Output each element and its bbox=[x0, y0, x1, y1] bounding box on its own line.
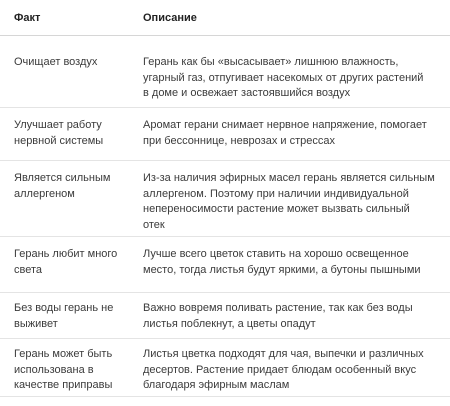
row-description: Листья цветка подходят для чая, выпечки и различных десертов. Растение придает блюдам особенный вкус благодаря эфирным маслам bbox=[143, 348, 424, 391]
row-description: Из-за наличия эфирных масел герань является сильным аллергеном. Поэтому при наличии индивидуальной непереносимости растение может вызвать сильный отек bbox=[143, 172, 435, 231]
table-row bbox=[0, 108, 450, 161]
header-fact: Факт bbox=[14, 12, 41, 24]
table-row bbox=[0, 161, 450, 237]
row-fact: Улучшает работу нервной системы bbox=[14, 119, 104, 147]
header-description: Описание bbox=[143, 12, 197, 24]
row-fact: Очищает воздух bbox=[14, 56, 98, 68]
row-description: Аромат герани снимает нервное напряжение, помогает при бессоннице, неврозах и стрессах bbox=[143, 119, 427, 147]
row-description: Лучше всего цветок ставить на хорошо освещенное место, тогда листья будут яркими, а бутоны пышными bbox=[143, 248, 421, 276]
row-description: Важно вовремя поливать растение, так как без воды листья поблекнут, а цветы опадут bbox=[143, 302, 413, 330]
row-fact: Герань любит много света bbox=[14, 248, 118, 276]
row-description: Герань как бы «высасывает» лишнюю влажность, угарный газ, отпугивает насекомых от других растений в доме и освежает застоявшийся воздух bbox=[143, 56, 424, 99]
row-fact: Без воды герань не выживет bbox=[14, 302, 114, 330]
table-row bbox=[0, 293, 450, 339]
table-header bbox=[0, 0, 450, 36]
table-row bbox=[0, 36, 450, 108]
row-fact: Герань может быть использована в качестве приправы bbox=[14, 348, 113, 391]
row-fact: Является сильным аллергеном bbox=[14, 172, 111, 200]
table-row bbox=[0, 237, 450, 293]
table-row bbox=[0, 339, 450, 397]
